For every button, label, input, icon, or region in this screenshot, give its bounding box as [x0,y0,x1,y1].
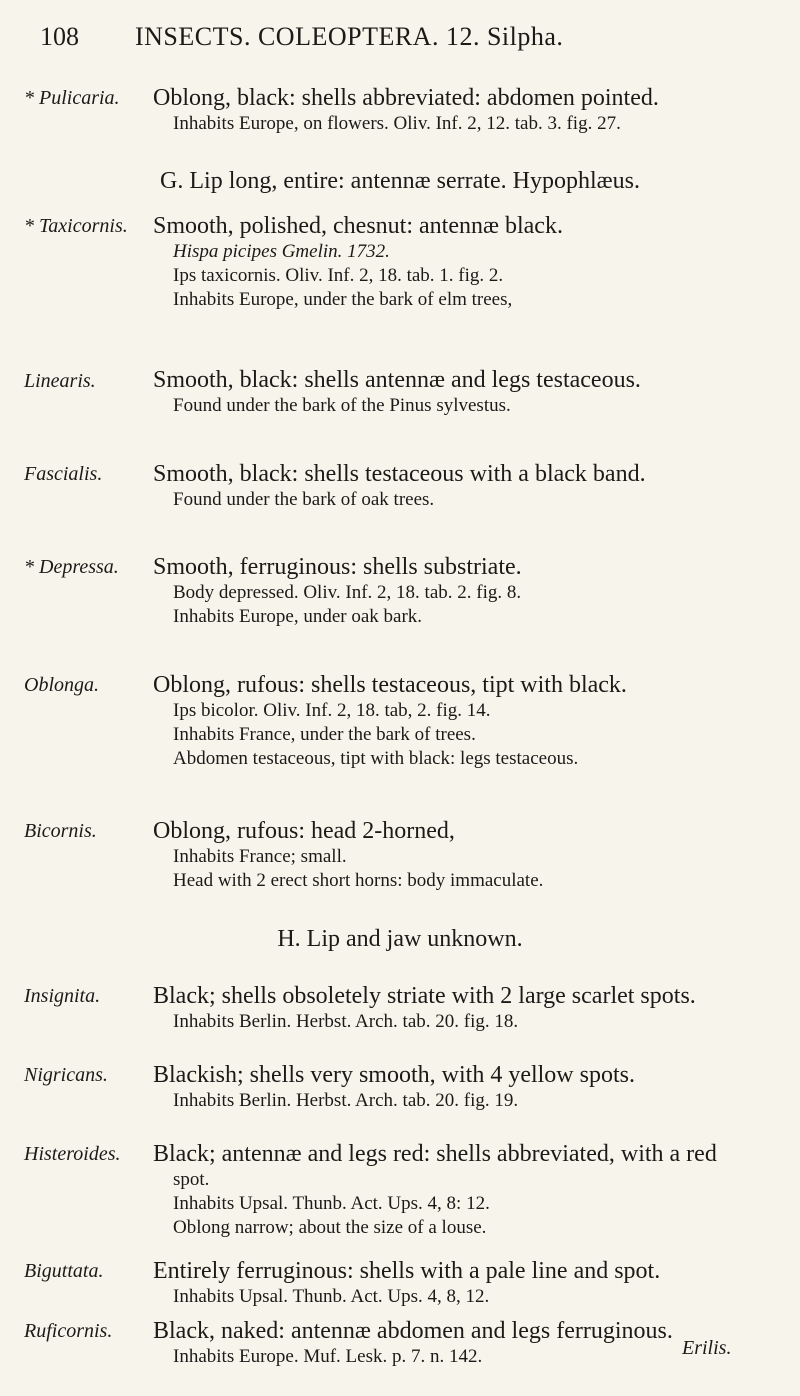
species-name: * Depressa. [24,556,119,578]
species-name: Fascialis. [24,463,103,485]
running-head: INSECTS. COLEOPTERA. 12. Silpha. [135,22,564,51]
species-description: Entirely ferruginous: shells with a pale line and spot. Inhabits Upsal. Thunb. Act. Ups. 4, 8, 12. [153,1258,661,1307]
species-name: Biguttata. [24,1260,104,1282]
species-description: Oblong, rufous: shells testaceous, tipt with black. Ips bicolor. Oliv. Inf. 2, 18. tab, 2. fig. 14. Inhabits France, under the bark of trees. Abdomen testaceous, tipt with black: legs testaceous. [153,672,627,769]
section-heading-g: G. Lip long, entire: antennæ serrate. Hypophlæus. [160,168,640,194]
species-name: Linearis. [24,370,96,392]
species-description: Black; antennæ and legs red: shells abbreviated, with a red spot. Inhabits Upsal. Thunb. Act. Ups. 4, 8: 12. Oblong narrow; about the size of a louse. [153,1141,717,1238]
species-description: Black; shells obsoletely striate with 2 large scarlet spots. Inhabits Berlin. Herbst. Arch. tab. 20. fig. 18. [153,983,696,1032]
species-name: * Pulicaria. [24,87,120,109]
species-name: Nigricans. [24,1064,108,1086]
species-name: Oblonga. [24,674,99,696]
species-description: Oblong, rufous: head 2-horned, Inhabits France; small. Head with 2 erect short horns: body immaculate. [153,818,544,891]
catchword: Erilis. [682,1337,732,1359]
page-header [40,22,770,62]
species-description: Black, naked: antennæ abdomen and legs ferruginous. Inhabits Europe. Muf. Lesk. p. 7. n. 142. [153,1318,673,1367]
species-description: Smooth, black: shells testaceous with a black band. Found under the bark of oak trees. [153,461,646,510]
section-heading-h: H. Lip and jaw unknown. [277,926,523,952]
species-description: Smooth, polished, chesnut: antennæ black. Hispa picipes Gmelin. 1732. Ips taxicornis. Oliv. Inf. 2, 18. tab. 1. fig. 2. Inhabits Europe, under the bark of elm trees, [153,213,563,310]
species-description: Smooth, ferruginous: shells substriate. Body depressed. Oliv. Inf. 2, 18. tab. 2. fig. 8. Inhabits Europe, under oak bark. [153,554,522,627]
page-number: 108 [40,22,79,51]
species-name: Bicornis. [24,820,97,842]
species-description: Smooth, black: shells antennæ and legs testaceous. Found under the bark of the Pinus sylvestus. [153,367,641,416]
species-name: Ruficornis. [24,1320,113,1342]
species-name: Histeroides. [24,1143,121,1165]
species-description: Blackish; shells very smooth, with 4 yellow spots. Inhabits Berlin. Herbst. Arch. tab. 20. fig. 19. [153,1062,635,1111]
species-name: Insignita. [24,985,101,1007]
species-name: * Taxicornis. [24,215,128,237]
species-description: Oblong, black: shells abbreviated: abdomen pointed. Inhabits Europe, on flowers. Oliv. Inf. 2, 12. tab. 3. fig. 27. [153,85,659,134]
